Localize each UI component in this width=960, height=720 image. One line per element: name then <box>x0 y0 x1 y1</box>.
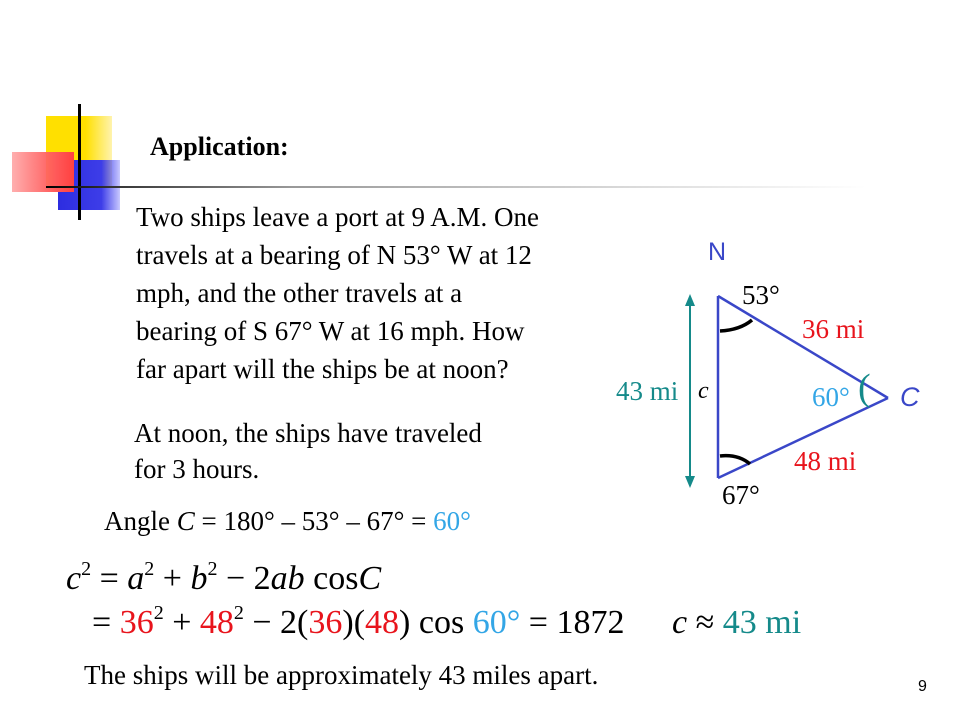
eq1-b: b <box>190 560 208 597</box>
angle-c-result: 60° <box>433 506 471 536</box>
eq1-C: C <box>358 560 382 597</box>
problem-line-3: mph, and the other travels at a <box>136 278 463 308</box>
eq1-cos: cos <box>304 560 359 597</box>
angle-c-expr: = 180° – 53° – 67° = <box>194 506 434 536</box>
side-36-label: 36 mi <box>802 314 865 344</box>
eq2-rest1: − 2( <box>243 604 309 641</box>
eq1-minus: − 2 <box>217 560 271 597</box>
eq2-36: 36 <box>119 604 154 641</box>
eq1-exp-b: 2 <box>207 558 218 580</box>
angle-53-label: 53° <box>742 280 780 310</box>
eq2-equals: = <box>92 604 120 641</box>
approx-value: 43 mi <box>722 604 802 641</box>
side-48-label: 48 mi <box>794 446 857 476</box>
eq1-exp-a: 2 <box>144 558 155 580</box>
north-label: N <box>708 238 727 266</box>
eq1-plus: + <box>154 560 191 597</box>
eq2-p36: 36 <box>308 604 343 641</box>
eq1-equals: = <box>91 560 128 597</box>
eq2-p48: 48 <box>365 604 400 641</box>
conclusion-text: The ships will be approximately 43 miles apart. <box>84 660 599 690</box>
eq2-plus: + <box>163 604 200 641</box>
angle-c-prefix: Angle <box>104 506 177 536</box>
side-c-label: c <box>698 378 709 404</box>
eq2-48: 48 <box>199 604 234 641</box>
angle-67-label: 67° <box>722 480 760 510</box>
noon-line-1: At noon, the ships have traveled <box>134 418 482 448</box>
eq2-result: = 1872 <box>520 604 625 641</box>
angle-67-arc <box>720 456 750 464</box>
dimension-arrow-bottom <box>685 476 695 488</box>
dimension-arrow-top <box>685 294 695 306</box>
eq1-exp-c: 2 <box>81 558 92 580</box>
problem-line-1: Two ships leave a port at 9 A.M. One <box>136 202 540 232</box>
problem-line-4: bearing of S 67° W at 16 mph. How <box>136 316 525 346</box>
eq2-exp-48: 2 <box>233 602 244 624</box>
noon-line-2: for 3 hours. <box>134 454 260 484</box>
problem-line-2: travels at a bearing of N 53° W at 12 <box>136 240 532 270</box>
eq2-mid: )( <box>342 604 366 641</box>
angle-c-var: C <box>176 506 195 536</box>
eq1-c: c <box>66 560 82 597</box>
eq1-a: a <box>127 560 145 597</box>
approx-symbol: ≈ <box>687 604 723 641</box>
eq2-rest2: ) cos <box>399 604 473 641</box>
page-number: 9 <box>918 678 927 695</box>
eq2-angle: 60° <box>472 604 521 641</box>
side-43-label: 43 mi <box>616 376 679 406</box>
angle-60-arc: ( <box>858 367 871 409</box>
angle-60-label: 60° <box>812 382 850 412</box>
slide-heading: Application: <box>150 132 289 161</box>
vertex-c-label: C <box>900 382 920 412</box>
approx-c: c <box>672 604 688 641</box>
eq1-ab: ab <box>270 560 305 597</box>
angle-53-arc <box>720 320 752 331</box>
eq2-exp-36: 2 <box>153 602 164 624</box>
problem-line-5: far apart will the ships be at noon? <box>136 354 509 384</box>
